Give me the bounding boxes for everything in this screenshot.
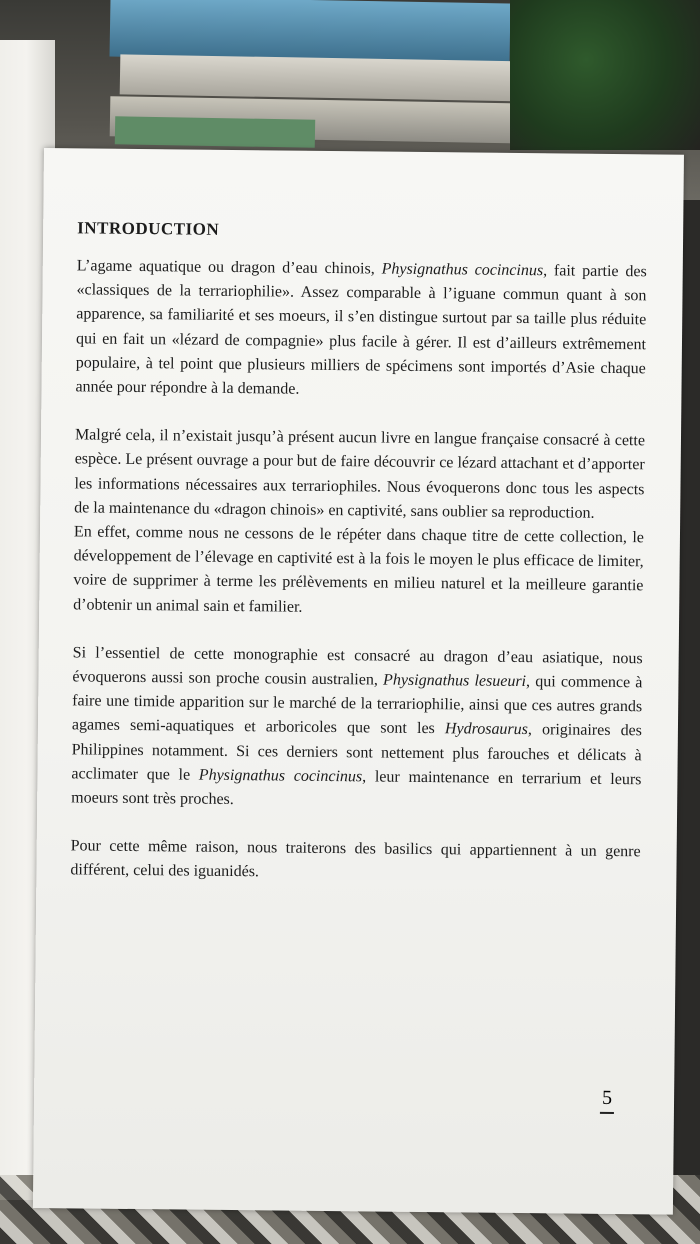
text-segment: , originaires des Philippines notamment. Si ces derniers sont nettement plus farouches et délicats à acclimater que le [71,721,643,784]
background-plant [510,0,700,150]
background-book [115,116,315,147]
paragraph [70,835,640,889]
background-book [110,0,511,63]
text-segment: Pour cette même raison, nous traiterons des basilics qui appartiennent à un genre différent, celui des iguanidés. [70,837,641,881]
paragraph [74,424,645,527]
italic-text: Hydrosaurus [444,720,529,739]
italic-text: Physignathus cocincinus [198,766,363,786]
book-page [33,148,684,1215]
paragraph [73,520,644,623]
background-book [120,54,541,101]
text-segment: Si l’essentiel de cette monographie est consacré au dragon d’eau asiatique, nous évoquerons aussi son proche cousin australien, [72,644,643,689]
italic-text: Physignathus lesueuri [382,671,527,691]
page-content [70,218,647,889]
page-title: INTRODUCTION [77,218,220,239]
text-segment: , qui commence à faire une timide apparition sur le marché de la terrariophilie, ainsi que ces autres grands agames semi-aquatiques et arboricoles que sont les [71,673,643,738]
text-segment: L’agame aquatique ou dragon d’eau chinois, [76,257,382,278]
page-number: 5 [600,1087,614,1114]
paragraph [71,641,643,816]
italic-text: Physignathus cocincinus [381,260,544,280]
text-segment: , fait partie des «classiques de la terrariophilie». Assez comparable à l’iguane commun quant à son apparence, sa familiarité et ses moeurs, il s’en distingue surtout par sa taille plus réduite qui en fait un «lézard de compagnie» plus facile à gérer. Il est d’ailleurs extrêmement populaire, à tel point que plusieurs milliers de spécimens sont importés d’Asie chaque année pour répondre à la demande. [75,262,647,398]
text-segment: En effet, comme nous ne cessons de le répéter dans chaque titre de cette collection, le développement de l’élevage en captivité est à la fois le moyen le plus efficace de limiter, voire de supprimer à terme les prélèvements en milieu naturel et la meilleure garantie d’obtenir un animal sain et familier. [73,523,645,616]
paragraphs [70,254,647,889]
text-segment: , leur maintenance en terrarium et leurs moeurs sont très proches. [71,768,642,809]
text-segment: Malgré cela, il n’existait jusqu’à présent aucun livre en langue française consacré à cette espèce. Le présent ouvrage a pour but de faire découvrir ce lézard attachant et d’apporter les informations nécessaires aux terrariophiles. Nous évoquerons donc tous les aspects de la maintenance du «dragon chinois» en captivité, sans oublier sa reproduction. [74,426,646,522]
paragraph [75,254,646,405]
